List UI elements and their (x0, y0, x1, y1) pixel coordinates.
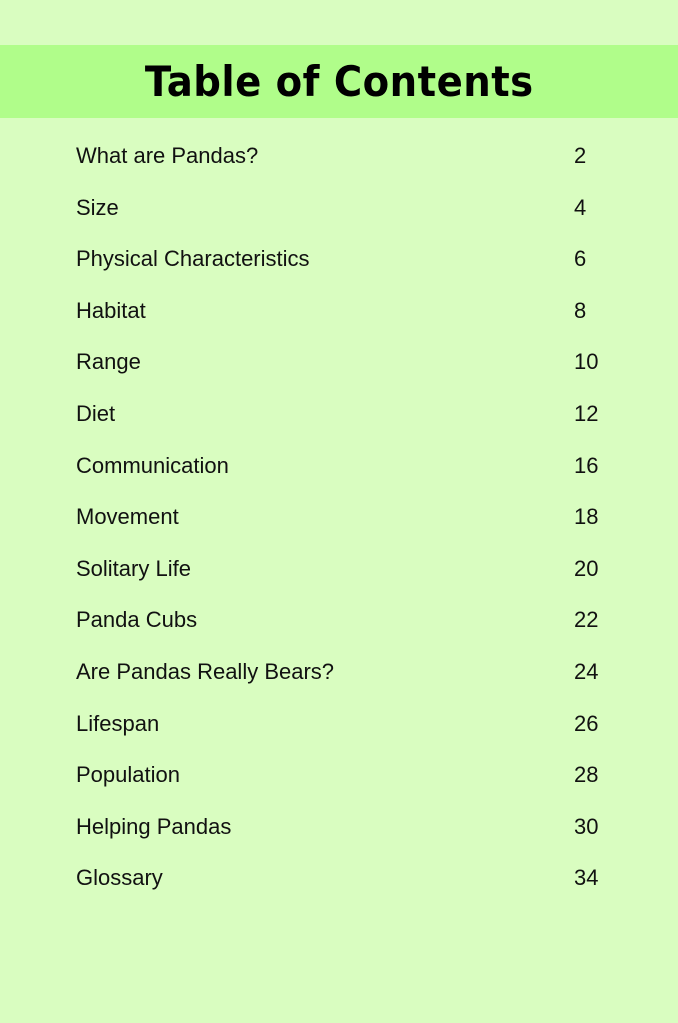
toc-entry-page-number: 24 (574, 658, 599, 684)
toc-entry-helping-pandas[interactable] (76, 809, 616, 861)
toc-entry-page-number: 22 (574, 607, 599, 633)
toc-entry-label: Communication (76, 452, 229, 478)
toc-entry-label: Physical Characteristics (76, 246, 310, 272)
toc-entry-page-number: 20 (574, 555, 599, 581)
toc-entry-glossary[interactable] (76, 860, 616, 912)
toc-entry-label: Range (76, 349, 141, 375)
toc-entry-page-number: 8 (574, 297, 587, 323)
page-title: Table of Contents (144, 56, 534, 106)
toc-entry-movement[interactable] (76, 499, 616, 551)
toc-entry-label: What are Pandas? (76, 143, 259, 168)
toc-entry-label: Habitat (76, 297, 146, 323)
toc-entry-label: Size (76, 194, 119, 220)
toc-entry-page-number: 2 (574, 143, 587, 168)
toc-entry-panda-cubs[interactable] (76, 602, 616, 654)
toc-entry-size[interactable] (76, 190, 616, 242)
title-band (0, 45, 678, 118)
toc-entry-page-number: 34 (574, 865, 599, 891)
toc-entry-solitary-life[interactable] (76, 551, 616, 603)
toc-entry-label: Helping Pandas (76, 813, 232, 839)
toc-entry-page-number: 18 (574, 504, 599, 530)
toc-entry-label: Panda Cubs (76, 607, 198, 633)
toc-entry-page-number: 30 (574, 813, 599, 839)
toc-entry-label: Solitary Life (76, 555, 191, 581)
toc-entry-population[interactable] (76, 757, 616, 809)
toc-entry-diet[interactable] (76, 396, 616, 448)
toc-entry-what-are-pandas[interactable] (76, 138, 616, 190)
toc-entry-page-number: 4 (574, 194, 587, 220)
toc-entry-communication[interactable] (76, 448, 616, 500)
toc-entry-label: Diet (76, 400, 116, 426)
toc-entry-page-number: 16 (574, 452, 599, 478)
toc-entry-label: Lifespan (76, 710, 160, 736)
toc-entry-label: Population (76, 762, 180, 788)
toc-entry-label: Are Pandas Really Bears? (76, 658, 335, 684)
toc-entry-physical-characteristics[interactable] (76, 241, 616, 293)
toc-entry-range[interactable] (76, 344, 616, 396)
toc-entry-label: Movement (76, 504, 179, 530)
toc-entry-are-pandas-really-bears[interactable] (76, 654, 616, 706)
toc-entry-page-number: 6 (574, 246, 587, 272)
toc-entry-page-number: 28 (574, 762, 599, 788)
table-of-contents (76, 138, 616, 912)
toc-entry-page-number: 12 (574, 400, 599, 426)
toc-entry-page-number: 10 (574, 349, 599, 375)
toc-entry-habitat[interactable] (76, 293, 616, 345)
toc-entry-label: Glossary (76, 865, 163, 891)
toc-entry-page-number: 26 (574, 710, 599, 736)
toc-entry-lifespan[interactable] (76, 706, 616, 758)
